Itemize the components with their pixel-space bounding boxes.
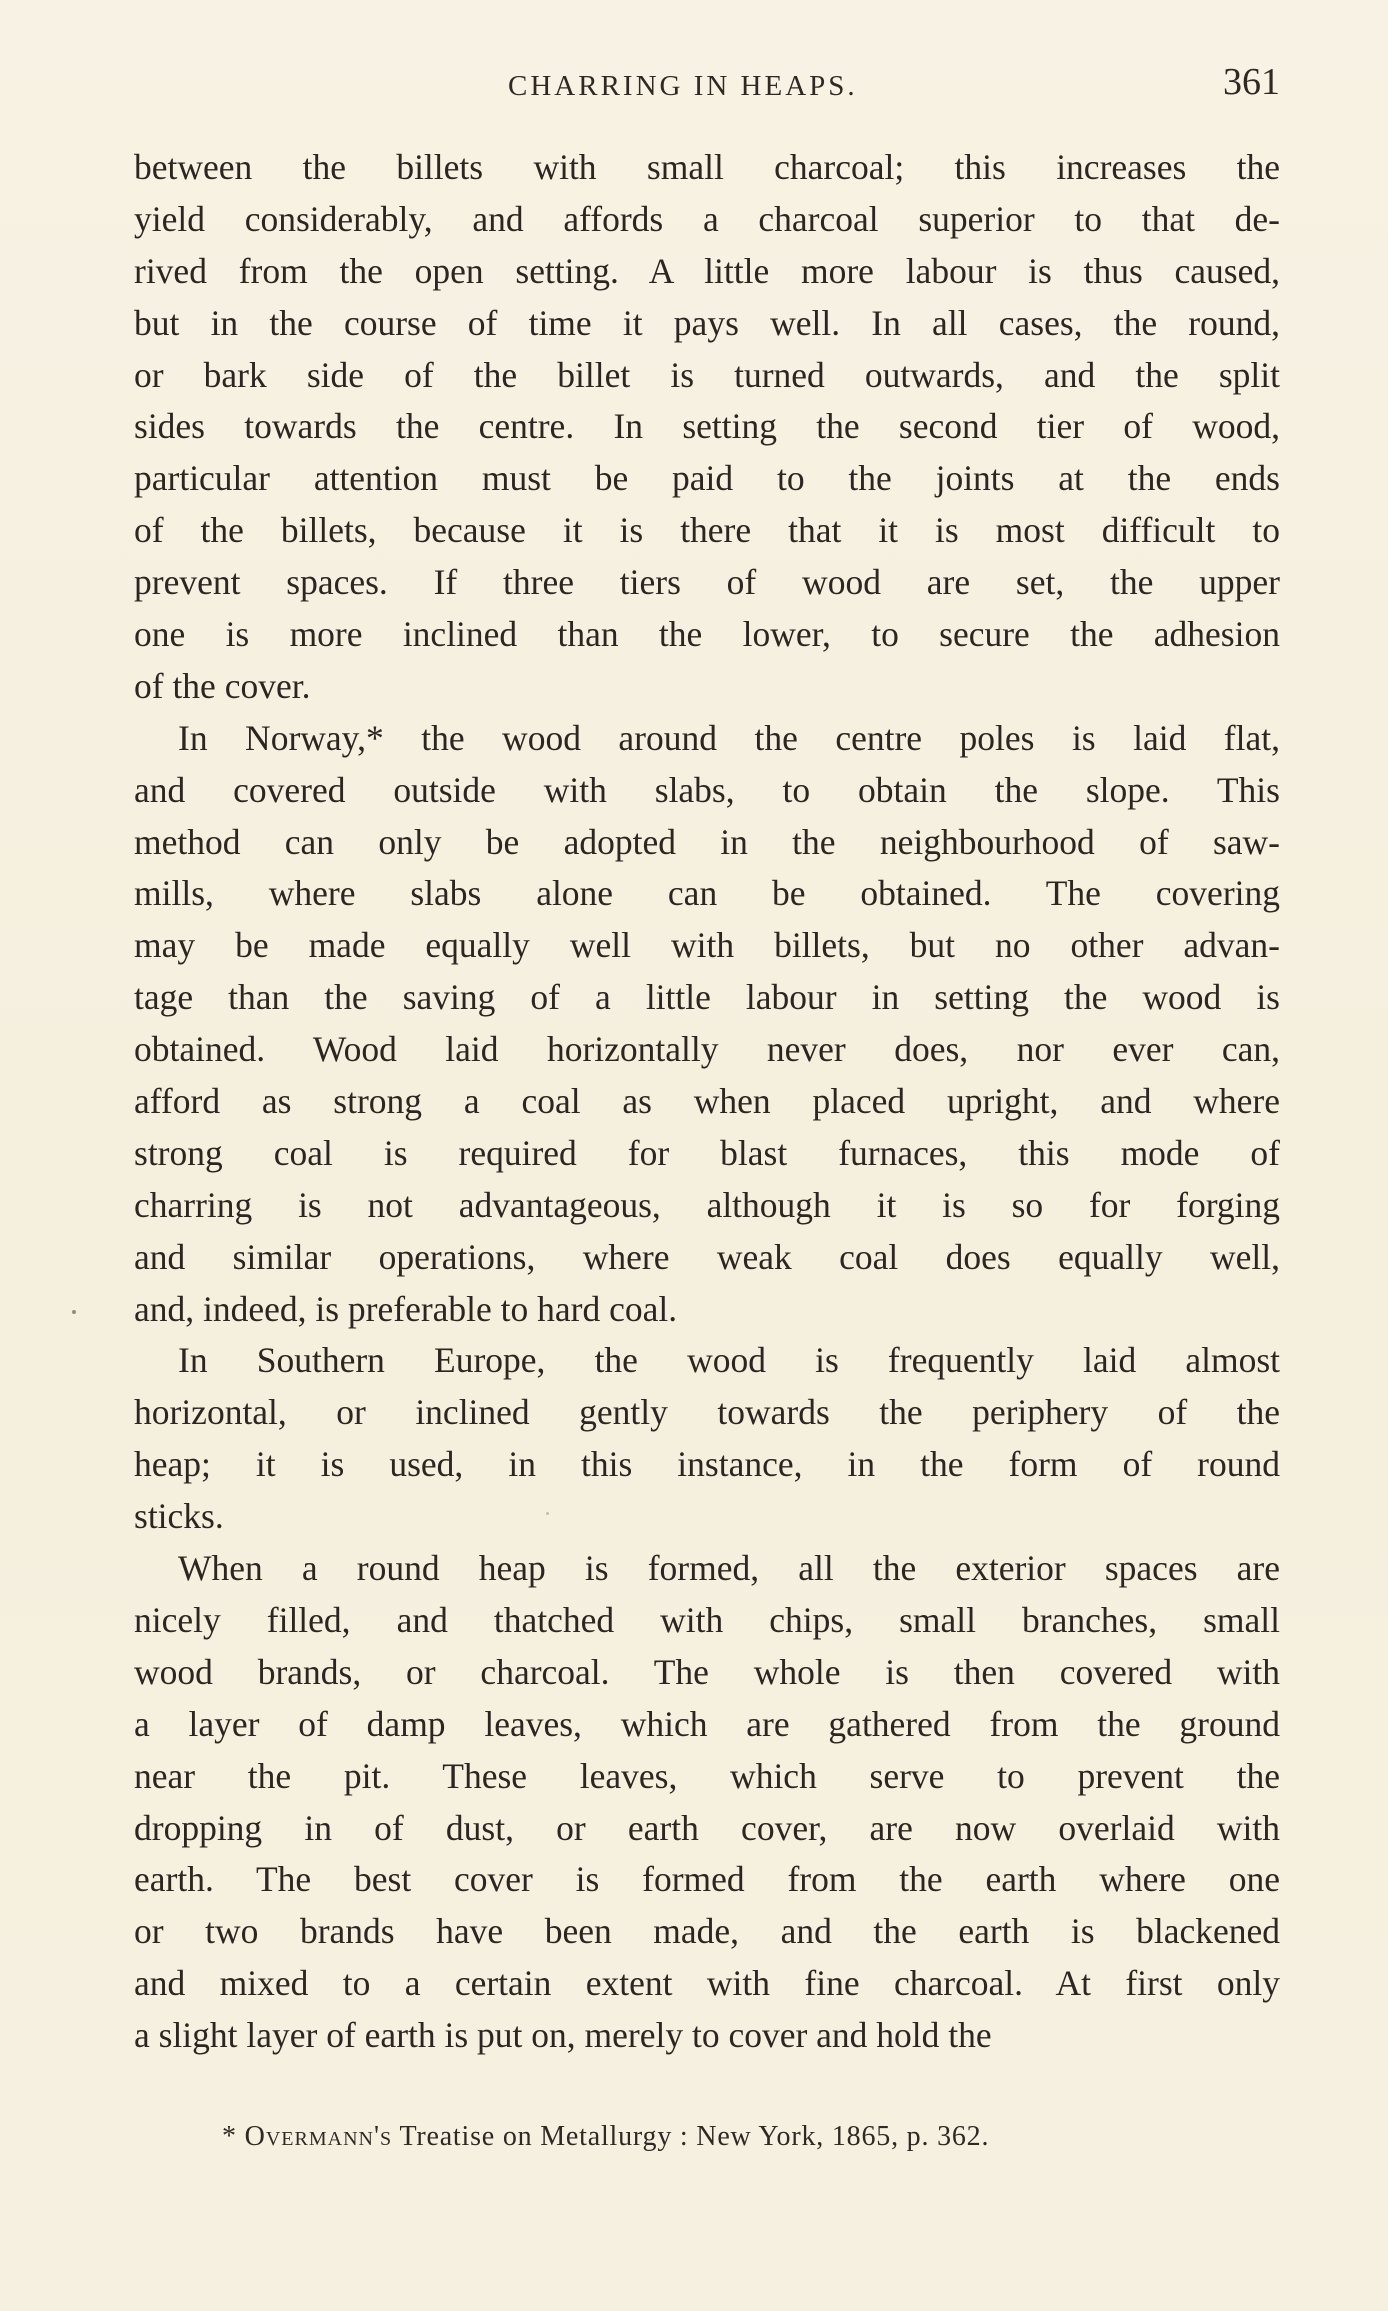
text-line: In Southern Europe, the wood is frequently laid almost	[178, 1340, 1280, 1381]
page-header	[134, 62, 1280, 110]
text-line: In Norway,* the wood around the centre poles is laid flat,	[178, 717, 1280, 758]
paper-speck	[72, 1310, 76, 1314]
text-line: but in the course of time it pays well. In all cases, the round,	[134, 302, 1280, 343]
footnote-marker: *	[222, 2121, 237, 2152]
text-line: charring is not advantageous, although it is so for forging	[134, 1184, 1280, 1225]
text-line: a slight layer of earth is put on, merely to cover and hold the	[134, 2015, 992, 2056]
footnote-text: Treatise on Metallurgy : New York, 1865, p. 362.	[399, 2121, 990, 2152]
page-number: 361	[1223, 61, 1280, 103]
text-line: of the billets, because it is there that it is most difficult to	[134, 510, 1280, 551]
paragraph	[134, 1543, 1280, 2062]
body-text	[134, 142, 1280, 2062]
paragraph	[134, 1335, 1280, 1543]
text-line: yield considerably, and affords a charcoal superior to that de-	[134, 198, 1280, 239]
paper-speck	[546, 1512, 549, 1515]
text-line: near the pit. These leaves, which serve to prevent the	[134, 1755, 1280, 1796]
text-line: may be made equally well with billets, but no other advan-	[134, 925, 1280, 966]
text-line: earth. The best cover is formed from the earth where one	[134, 1859, 1280, 1900]
paragraph	[134, 142, 1280, 713]
text-line: and, indeed, is preferable to hard coal.	[134, 1288, 678, 1329]
footnote	[222, 2120, 1262, 2154]
footnote-author: Overmann's	[244, 2121, 393, 2152]
running-head: CHARRING IN HEAPS.	[508, 70, 858, 102]
text-line: rived from the open setting. A little more labour is thus caused,	[134, 250, 1280, 291]
text-line: and mixed to a certain extent with fine charcoal. At first only	[134, 1963, 1280, 2004]
text-line: mills, where slabs alone can be obtained. The covering	[134, 873, 1280, 914]
text-line: particular attention must be paid to the joints at the ends	[134, 458, 1280, 499]
text-line: nicely filled, and thatched with chips, small branches, small	[134, 1599, 1280, 1640]
text-line: obtained. Wood laid horizontally never does, nor ever can,	[134, 1029, 1280, 1070]
text-line: a layer of damp leaves, which are gathered from the ground	[134, 1703, 1280, 1744]
text-line: one is more inclined than the lower, to secure the adhesion	[134, 614, 1280, 655]
text-line: horizontal, or inclined gently towards the periphery of the	[134, 1392, 1280, 1433]
text-line: heap; it is used, in this instance, in the form of round	[134, 1444, 1280, 1485]
text-line: of the cover.	[134, 665, 311, 706]
text-line: and similar operations, where weak coal does equally well,	[134, 1236, 1280, 1277]
text-line: or two brands have been made, and the earth is blackened	[134, 1911, 1280, 1952]
text-line: strong coal is required for blast furnaces, this mode of	[134, 1132, 1280, 1173]
text-line: and covered outside with slabs, to obtain the slope. This	[134, 769, 1280, 810]
text-line: wood brands, or charcoal. The whole is then covered with	[134, 1651, 1280, 1692]
text-line: prevent spaces. If three tiers of wood are set, the upper	[134, 562, 1280, 603]
text-line: between the billets with small charcoal; this increases the	[134, 147, 1280, 187]
text-line: tage than the saving of a little labour in setting the wood is	[134, 977, 1280, 1018]
text-line: sticks.	[134, 1496, 224, 1537]
text-line: afford as strong a coal as when placed upright, and where	[134, 1081, 1280, 1122]
text-line: dropping in of dust, or earth cover, are now overlaid with	[134, 1807, 1280, 1848]
text-line: method can only be adopted in the neighbourhood of saw-	[134, 821, 1280, 862]
text-line: When a round heap is formed, all the exterior spaces are	[178, 1548, 1280, 1589]
text-line: sides towards the centre. In setting the second tier of wood,	[134, 406, 1280, 447]
paragraph	[134, 713, 1280, 1336]
text-line: or bark side of the billet is turned outwards, and the split	[134, 354, 1280, 395]
